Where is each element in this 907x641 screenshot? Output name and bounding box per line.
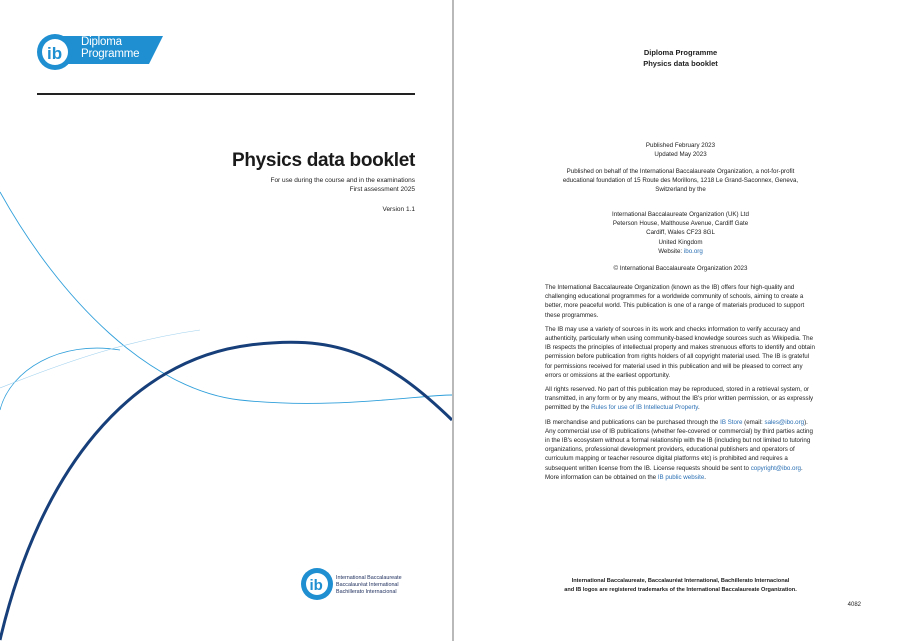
logo-line-1: Diploma xyxy=(81,36,122,48)
logo-text xyxy=(81,36,139,60)
ib-org-mark-icon: ib xyxy=(309,577,323,594)
paragraph-rights xyxy=(545,385,817,413)
rights-text: All rights reserved. No part of this publication may be reproduced, stored in a retrieval system, or transmitted, in any form or by any means, without the IB's prior written permission, or as expressly permitted by the xyxy=(545,386,814,412)
cover-divider xyxy=(37,93,415,95)
rights-end: . xyxy=(697,404,700,412)
merch-text-a: IB merchandise and publications can be purchased through the xyxy=(545,418,721,426)
ib-website-link[interactable]: IB public website xyxy=(657,473,705,481)
imprint-header-line-1: Diploma Programme xyxy=(643,48,718,57)
org-line-2: Baccalauréat International xyxy=(336,582,399,588)
trademark-line-1: International Baccalaureate, Baccalauréat International, Bachillerato Internacional xyxy=(571,578,790,584)
document-subtitle xyxy=(270,176,415,194)
updated-date: Updated May 2023 xyxy=(654,151,707,159)
cover-decorative-curves xyxy=(0,0,452,641)
subtitle-line-2: First assessment 2025 xyxy=(349,186,415,193)
logo-line-2: Programme xyxy=(81,48,140,60)
document-code: 4082 xyxy=(847,602,861,608)
document-title: Physics data booklet xyxy=(231,150,415,171)
merch-text-c: ). Any commercial use of IB publications (whether fee-covered or commercial) by third parties acting in the IB's ecosystem without a formal relationship with the IB (including but not limited to tutoring organizations, professional development providers, educational publishers and operators of curriculum mapping or teacher resource digital platforms etc) is prohibited and requires a subsequent written license from the IB. License requests should be sent to xyxy=(545,418,813,472)
merch-text-e: . xyxy=(704,473,706,481)
address-line-4: United Kingdom xyxy=(658,238,703,246)
cover-page xyxy=(0,0,452,641)
publication-dates xyxy=(514,141,847,159)
ib-organization-logo xyxy=(300,566,440,602)
publisher-address xyxy=(514,210,847,256)
trademark-line-2: and IB logos are registered trademarks of the International Baccalaureate Organization. xyxy=(564,586,797,593)
trademark-notice xyxy=(514,577,847,594)
ib-store-link[interactable]: IB Store xyxy=(720,418,743,426)
website-link[interactable]: ibo.org xyxy=(683,247,703,255)
paragraph-sources: The IB may use a variety of sources in its work and checks information to verify accuracy and authenticity, particularly when using community-based knowledge sources such as Wikipedia. The IB respects the principles of intellectual property and makes strenuous efforts to identify and obtain permission before publication from rights holders of all copyright material used. The IB is grateful for permissions received for material used in this publication and will be pleased to correct any errors or omissions at the earliest opportunity. xyxy=(545,325,815,379)
merch-text-b: (email: xyxy=(742,418,765,426)
ib-mark-icon: ib xyxy=(47,44,63,63)
paragraph-merchandise xyxy=(545,418,817,482)
imprint-page xyxy=(454,0,907,641)
copyright-notice: © International Baccalaureate Organization 2023 xyxy=(613,265,748,272)
org-line-1: International Baccalaureate xyxy=(336,575,402,581)
merch-text-d: . More information can be obtained on the xyxy=(545,464,803,481)
paragraph-about-ib: The International Baccalaureate Organization (known as the IB) offers four high-quality and challenging educational programmes for a worldwide community of schools, aiming to create a better, more peaceful world. This publication is one of a range of materials produced to support these programmes. xyxy=(545,284,805,319)
website-label: Website: xyxy=(658,247,684,255)
org-line-3: Bachillerato Internacional xyxy=(336,589,397,595)
imprint-body xyxy=(545,283,817,487)
published-date: Published February 2023 xyxy=(645,142,716,149)
subtitle-line-1: For use during the course and in the examinations xyxy=(270,177,415,184)
sales-email-link[interactable]: sales@ibo.org xyxy=(764,418,805,426)
copyright-email-link[interactable]: copyright@ibo.org xyxy=(750,464,801,472)
document-version: Version 1.1 xyxy=(382,206,415,213)
publisher-statement xyxy=(514,167,847,195)
address-line-1: International Baccalaureate Organization (UK) Ltd xyxy=(612,211,749,218)
behalf-line-3: Switzerland by the xyxy=(655,186,706,194)
imprint-header-line-2: Physics data booklet xyxy=(643,59,718,68)
address-line-2: Peterson House, Malthouse Avenue, Cardiff Gate xyxy=(612,220,749,228)
org-logo-text xyxy=(336,575,402,596)
ip-rules-link[interactable]: Rules for use of IB Intellectual Property xyxy=(591,404,698,412)
behalf-line-2: educational foundation of 15 Route des Morillons, 1218 Le Grand-Saconnex, Geneva, xyxy=(562,177,799,185)
website-line xyxy=(514,247,847,256)
imprint-header xyxy=(454,47,907,69)
address-line-3: Cardiff, Wales CF23 8GL xyxy=(646,229,715,237)
behalf-line-1: Published on behalf of the International Baccalaureate Organization, a not-for-profit xyxy=(566,168,795,175)
diploma-programme-logo xyxy=(37,32,165,72)
